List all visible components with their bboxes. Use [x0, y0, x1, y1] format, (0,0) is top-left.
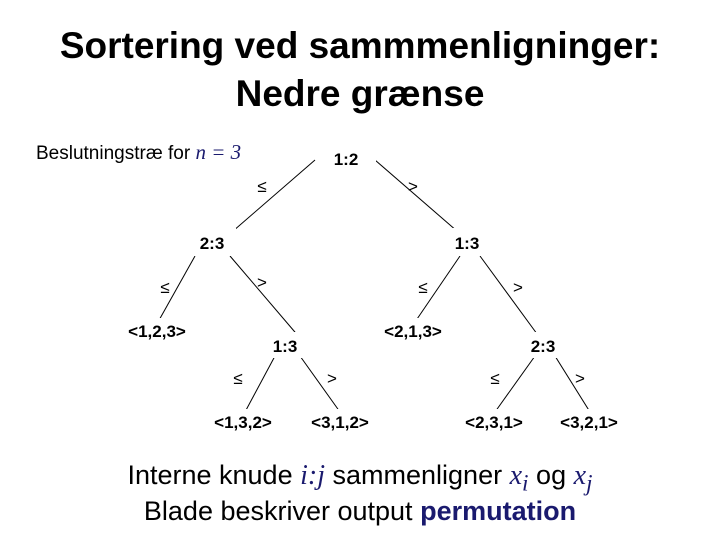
leaf-132: <1,3,2> [214, 413, 272, 432]
tree-caption-math: n = 3 [195, 140, 242, 164]
node-right-right: 2:3 [530, 337, 556, 356]
node-left-right: 1:3 [272, 337, 298, 356]
label-root-le: ≤ [257, 177, 267, 196]
tree-edges [158, 160, 590, 412]
footer-compares-text: sammenligner [332, 460, 503, 490]
label-right-le: ≤ [418, 278, 428, 297]
node-right: 1:3 [454, 234, 480, 253]
label-left-gt: > [257, 273, 267, 292]
node-left: 2:3 [199, 234, 225, 253]
edge-root-left [225, 160, 315, 238]
footer-line-1 [0, 460, 720, 498]
leaf-123: <1,2,3> [128, 322, 186, 341]
label-left-le: ≤ [160, 278, 170, 297]
label-right-gt: > [513, 278, 523, 297]
leaf-321: <3,2,1> [560, 413, 618, 432]
leaf-213: <2,1,3> [384, 322, 442, 341]
edge-leftright-leaf132 [245, 356, 275, 412]
label-rightright-le: ≤ [490, 369, 500, 388]
footer-permutation: permutation [420, 496, 577, 526]
leaf-231: <2,3,1> [465, 413, 523, 432]
edge-right-rightright [480, 256, 540, 338]
footer-and-text: og [536, 460, 567, 490]
footer-ij: i:j [300, 460, 325, 491]
leaf-312: <3,1,2> [311, 413, 369, 432]
edge-root-right [375, 160, 465, 238]
footer-internal-text: Interne knude [127, 460, 293, 490]
edge-rightright-leaf231 [495, 356, 535, 412]
footer-leaves-text: Blade beskriver output [143, 496, 413, 526]
node-root: 1:2 [333, 150, 359, 169]
label-rightright-gt: > [575, 369, 585, 388]
label-leftright-gt: > [327, 369, 337, 388]
footer-xi: $x_i$ [509, 460, 529, 497]
edge-left-leftright [230, 256, 300, 338]
page-title: Sortering ved sammmenligninger: [59, 25, 661, 66]
footer-xj: $x_j$ [573, 460, 593, 497]
footer-line-2 [0, 496, 720, 527]
tree-caption-text: Beslutningstræ for [36, 143, 191, 164]
label-root-gt: > [408, 177, 418, 196]
page-subtitle-title: Nedre grænse [235, 73, 485, 114]
label-leftright-le: ≤ [233, 369, 243, 388]
